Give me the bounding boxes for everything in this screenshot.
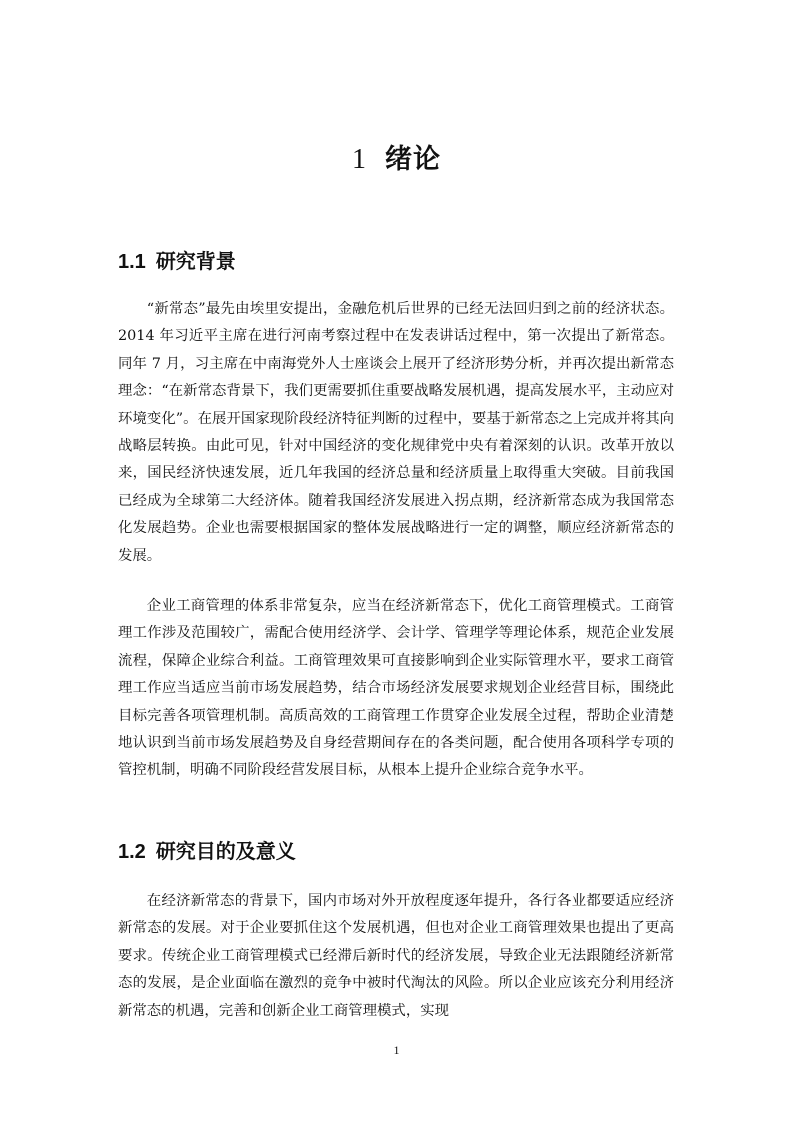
page-number: 1: [393, 1043, 400, 1057]
paragraph-purpose-1: 在经济新常态的背景下，国内市场对外开放程度逐年提升，各行各业都要适应经济新常态的发展。对于企业要抓住这个发展机遇，但也对企业工商管理效果也提出了更高要求。传统企业工商管理模式已经滞后新时代的经济发展，导致企业无法跟随经济新常态的发展，是企业面临在激烈的竞争中被时代淘汰的风险。所以企业应该充分利用经济新常态的机遇，完善和创新企业工商管理模式，实现: [118, 893, 674, 1019]
section-title: 研究背景: [155, 249, 236, 273]
section-title: 研究目的及意义: [155, 839, 296, 863]
chapter-number: 1: [352, 144, 367, 175]
section-heading-1-1: [118, 246, 236, 277]
section-heading-1-2: [118, 836, 296, 867]
section-number: 1.2: [118, 841, 146, 863]
paragraph-background-2: 企业工商管理的体系非常复杂，应当在经济新常态下，优化工商管理模式。工商管理工作涉及范围较广，需配合使用经济学、会计学、管理学等理论体系，规范企业发展流程，保障企业综合利益。工商管理效果可直接影响到企业实际管理水平，要求工商管理工作应当适应当前市场发展趋势，结合市场经济发展要求规划企业经营目标，围绕此目标完善各项管理机制。高质高效的工商管理工作贯穿企业发展全过程，帮助企业清楚地认识到当前市场发展趋势及自身经营期间存在的各类问题，配合使用各项科学专项的管控机制，明确不同阶段经营发展目标，从根本上提升企业综合竞争水平。: [118, 598, 674, 779]
paragraph-background-1: “新常态”最先由埃里安提出，金融危机后世界的已经无法回归到之前的经济状态。2014 年习近平主席在进行河南考察过程中在发表讲话过程中，第一次提出了新常态。同年 7 月，习主席在中南海党外人士座谈会上展开了经济形势分析，并再次提出新常态理念：“在新常态背景下，我们更需要抓住重要战略发展机遇，提高发展水平，主动应对环境变化”。在展开国家现阶段经济特征判断的过程中，要基于新常态之上完成并将其向战略层转换。由此可见，针对中国经济的变化规律党中央有着深刻的认识。改革开放以来，国民经济快速发展，近几年我国的经济总量和经济质量上取得重大突破。目前我国已经成为全球第二大经济体。随着我国经济发展进入拐点期，经济新常态成为我国常态化发展趋势。企业也需要根据国家的整体发展战略进行一定的调整，顺应经济新常态的发展。: [118, 301, 674, 564]
section-number: 1.1: [118, 251, 146, 273]
chapter-title-text: 绪论: [385, 144, 441, 175]
chapter-title: [0, 140, 793, 180]
